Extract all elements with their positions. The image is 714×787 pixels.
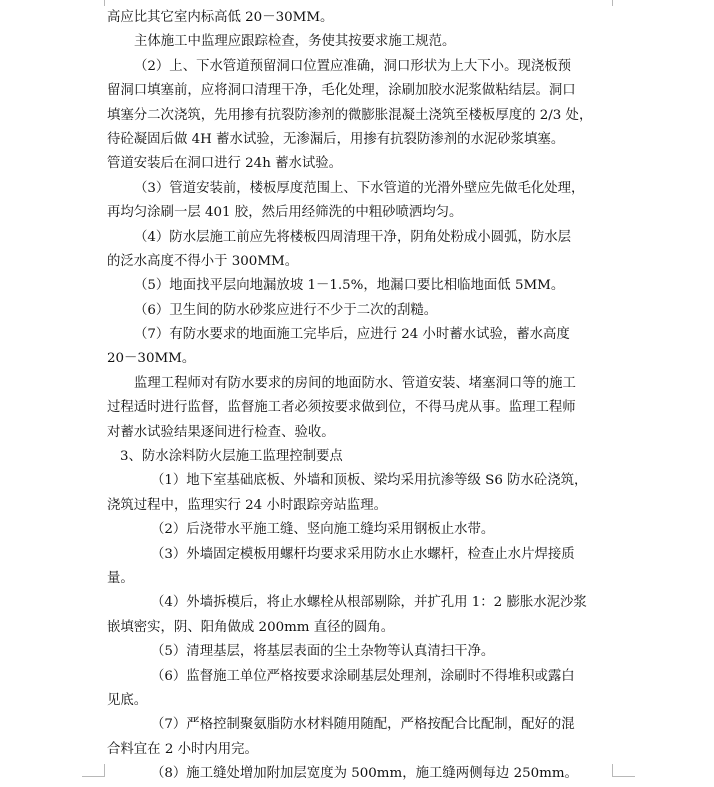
text-line: （4）防水层施工前应先将楼板四周清理干净，阴角处粉成小圆弧，防水层	[134, 229, 572, 245]
text-line: 填塞分二次浇筑，先用掺有抗裂防渗剂的微膨胀混凝土浇筑至楼板厚度的 2/3 处，	[107, 107, 593, 123]
margin-corner-top-right	[612, 0, 635, 6]
text-line: （3）外墙固定模板用螺杆均要求采用防水止水螺杆，检查止水片焊接质	[151, 546, 575, 562]
text-line: 合料宜在 2 小时内用完。	[107, 741, 258, 757]
text-line: （5）地面找平层向地漏放坡 1－1.5%，地漏口要比相临地面低 5MM。	[134, 278, 565, 294]
text-line: 过程适时进行监督，监督施工者必须按要求做到位，不得马虎从事。监理工程师	[107, 400, 576, 416]
text-line: （5）清理基层，将基层表面的尘土杂物等认真清扫干净。	[151, 644, 495, 660]
text-line: （3）管道安装前，楼板厚度范围上、下水管道的光滑外壁应先做毛化处理，	[134, 180, 585, 196]
text-line: 浇筑过程中，监理实行 24 小时跟踪旁站监理。	[107, 497, 387, 513]
text-line: （6）监督施工单位严格按要求涂刷基层处理剂，涂刷时不得堆积或露白	[151, 668, 575, 684]
text-line: （2）上、下水管道预留洞口位置应准确，洞口形状为上大下小。现浇板预	[134, 58, 572, 74]
text-line: （4）外墙拆模后，将止水螺栓从根部剔除，并扩孔用 1：2 膨胀水泥沙浆	[151, 595, 587, 611]
text-line: 待砼凝固后做 4H 蓄水试验，无渗漏后，用掺有抗裂防渗剂的水泥砂浆填塞。	[107, 131, 565, 147]
text-line: 主体施工中监理应跟踪检查，务使其按要求施工规范。	[134, 34, 456, 50]
margin-corner-bottom-right	[612, 764, 635, 777]
text-line: 3、防水涂料防火层施工监理控制要点	[120, 449, 343, 465]
text-line: （6）卫生间的防水砂浆应进行不少于二次的刮糙。	[134, 302, 438, 318]
text-line: 见底。	[107, 692, 148, 708]
text-line: （8）施工缝处增加附加层宽度为 500mm，施工缝两侧每边 250mm。	[151, 766, 578, 782]
text-line: 20－30MM。	[107, 351, 196, 367]
text-line: （7）有防水要求的地面施工完毕后，应进行 24 小时蓄水试验，蓄水高度	[134, 327, 570, 343]
text-line: 的泛水高度不得小于 300MM。	[107, 253, 299, 269]
text-line: 高应比其它室内标高低 20－30MM。	[107, 10, 334, 25]
text-line: （1）地下室基础底板、外墙和顶板、梁均采用抗渗等级 S6 防水砼浇筑，	[151, 473, 588, 489]
text-line: 留洞口填塞前，应将洞口清理干净，毛化处理，涂刷加胶水泥浆做粘结层。洞口	[107, 83, 576, 99]
text-line: （2）后浇带水平施工缝、竖向施工缝均采用钢板止水带。	[151, 522, 495, 538]
text-line: （7）严格控制聚氨脂防水材料随用随配，严格按配合比配制，配好的混	[151, 717, 575, 733]
text-line: 监理工程师对有防水要求的房间的地面防水、管道安装、堵塞洞口等的施工	[134, 375, 576, 391]
text-line: 嵌填密实，阴、阳角做成 200mm 直径的圆角。	[107, 619, 395, 635]
text-line: 管道安装后在洞口进行 24h 蓄水试验。	[107, 156, 343, 172]
text-line: 量。	[107, 570, 134, 586]
text-line: 对蓄水试验结果逐间进行检查、验收。	[107, 424, 335, 440]
text-line: 再均匀涂刷一层 401 胶，然后用经筛洗的中粗砂喷洒均匀。	[107, 205, 463, 221]
document-body	[107, 6, 611, 787]
margin-corner-top-left	[82, 0, 105, 6]
margin-corner-bottom-left	[82, 764, 105, 777]
